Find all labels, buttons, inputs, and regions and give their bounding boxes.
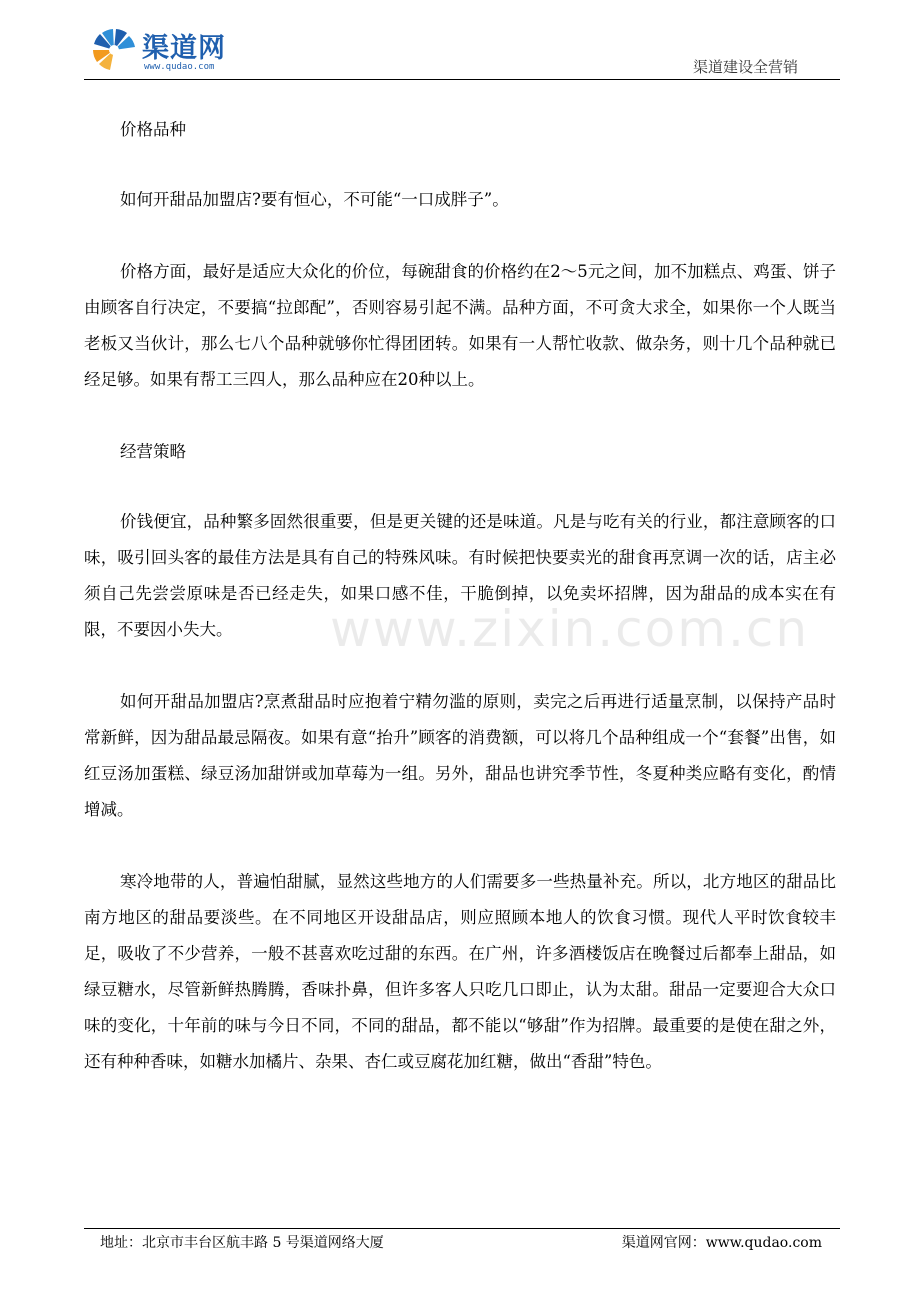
footer-divider [84,1228,840,1229]
watermark: www.zixin.com.cn [330,600,810,658]
logo-text: 渠道网 [142,33,226,64]
logo-url: www.qudao.com [144,62,215,72]
article-body [84,112,836,1116]
paragraph: 如何开甜品加盟店?烹煮甜品时应抱着宁精勿滥的原则，卖完之后再进行适量烹制，以保持产品时常新鲜，因为甜品最忌隔夜。如果有意“抬升”顾客的消费额，可以将几个品种组成一个“套餐”出售，如红豆汤加蛋糕、绿豆汤加甜饼或加草莓为一组。另外，甜品也讲究季节性，冬夏种类应略有变化，酌情增减。 [84,692,836,819]
paragraph: 寒冷地带的人，普遍怕甜腻，显然这些地方的人们需要多一些热量补充。所以，北方地区的甜品比南方地区的甜品要淡些。在不同地区开设甜品店，则应照顾本地人的饮食习惯。现代人平时饮食较丰足，吸收了不少营养，一般不甚喜欢吃过甜的东西。在广州，许多酒楼饭店在晚餐过后都奉上甜品，如绿豆糖水，尽管新鲜热腾腾，香味扑鼻，但许多客人只吃几口即止，认为太甜。甜品一定要迎合大众口味的变化，十年前的味与今日不同，不同的甜品，都不能以“够甜”作为招牌。最重要的是使在甜之外，还有种种香味，如糖水加橘片、杂果、杏仁或豆腐花加红糖，做出“香甜”特色。 [84,872,836,1071]
qudao-logo[interactable] [90,24,250,76]
paragraph: 价钱便宜，品种繁多固然很重要，但是更关键的还是味道。凡是与吃有关的行业，都注意顾客的口味，吸引回头客的最佳方法是具有自己的特殊风味。有时候把快要卖光的甜食再烹调一次的话，店主必须自己先尝尝原味是否已经走失，如果口感不佳，干脆倒掉，以免卖坏招牌，因为甜品的成本实在有限，不要因小失大。 [84,512,836,639]
section-heading-strategy: 经营策略 [120,442,186,461]
footer-address: 地址：北京市丰台区航丰路 5 号渠道网络大厦 [100,1235,384,1251]
paragraph: 如何开甜品加盟店?要有恒心，不可能“一口成胖子”。 [120,190,509,209]
header-slogan: 渠道建设全营销 [692,58,798,76]
paragraph: 价格方面，最好是适应大众化的价位，每碗甜食的价格约在2～5元之间，加不加糕点、鸡蛋、饼子由顾客自行决定，不要搞“拉郎配”，否则容易引起不满。品种方面，不可贪大求全，如果你一个人既当老板又当伙计，那么七八个品种就够你忙得团团转。如果有一人帮忙收款、做杂务，则十几个品种就已经足够。如果有帮工三四人，那么品种应在20种以上。 [84,262,836,389]
header-divider [84,79,840,80]
sunburst-logo-icon [90,24,138,72]
page-header [84,18,840,80]
section-heading-price: 价格品种 [120,120,186,139]
footer-website[interactable]: 渠道网官网：www.qudao.com [621,1235,822,1251]
